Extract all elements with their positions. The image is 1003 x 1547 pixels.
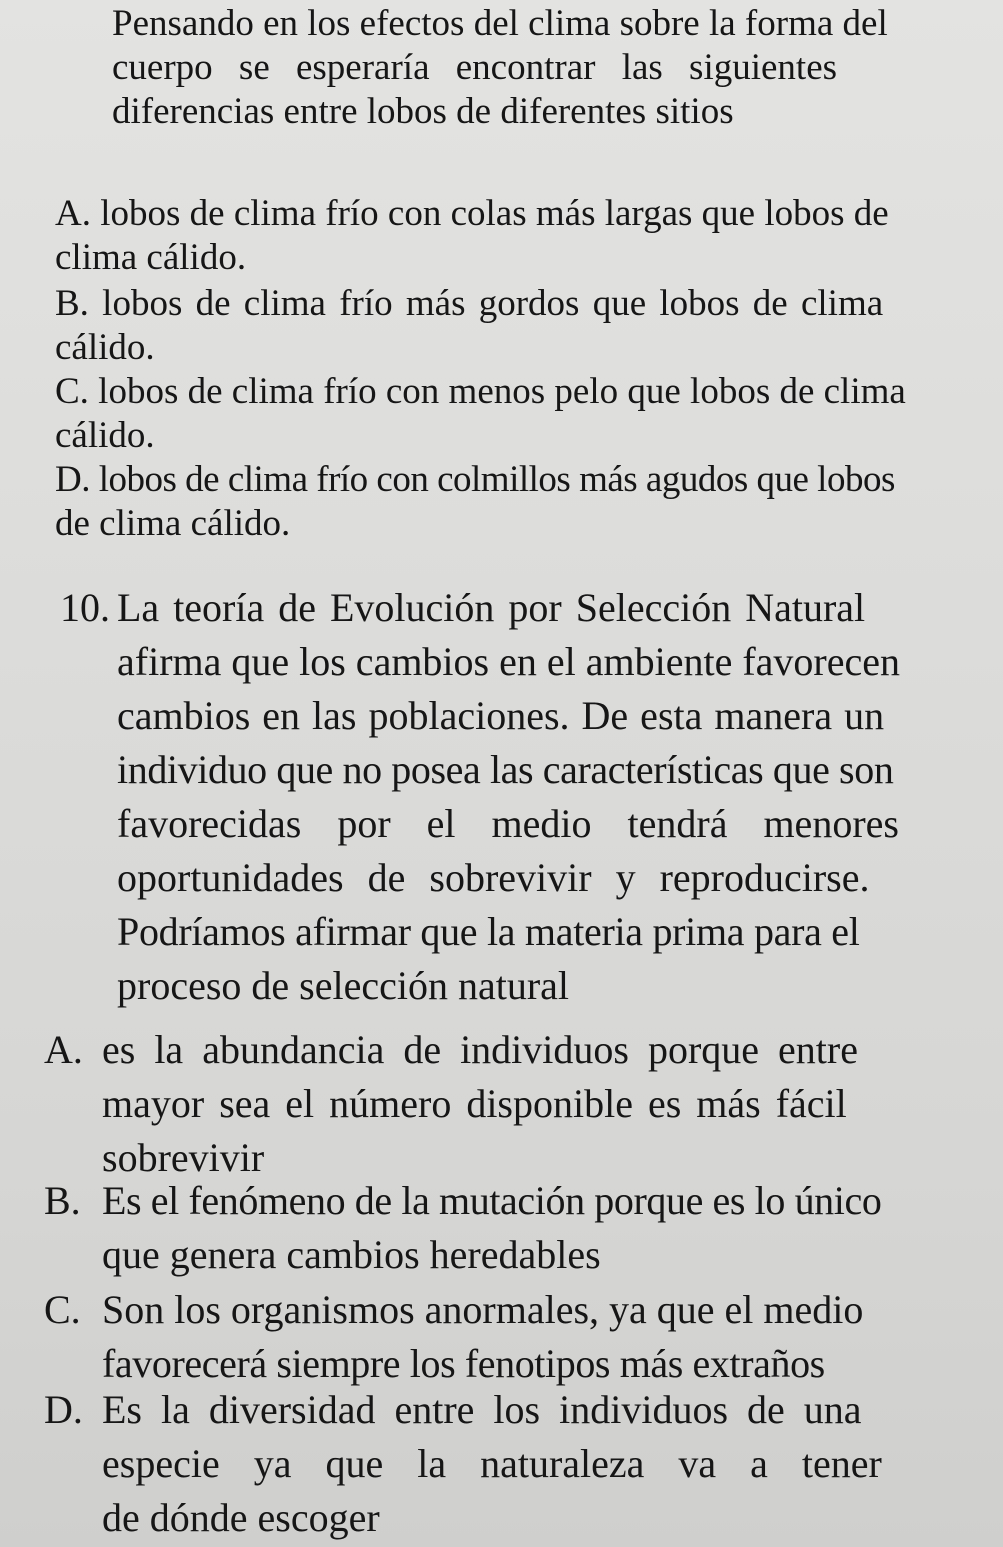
question-10-stem-line: La teoría de Evolución por Selección Natural — [117, 585, 866, 630]
question-9-stem-line: diferencias entre lobos de diferentes sitios — [112, 91, 734, 132]
option-letter: D. — [44, 1387, 83, 1432]
option-text-line: especie ya que la naturaleza va a tener — [102, 1441, 882, 1486]
option-text-line: Es la diversidad entre los individuos de una — [102, 1387, 862, 1432]
option-letter: C. — [44, 1287, 81, 1332]
option-text-line: mayor sea el número disponible es más fácil — [102, 1081, 847, 1126]
question-9-stem-line: Pensando en los efectos del clima sobre la forma del — [112, 3, 888, 44]
option-text-line: D. lobos de clima frío con colmillos más agudos que lobos — [55, 459, 895, 500]
question-10-stem-line: favorecidas por el medio tendrá menores — [117, 801, 899, 846]
option-text-line: favorecerá siempre los fenotipos más extraños — [102, 1341, 825, 1386]
question-10-stem-line: individuo que no posea las características que son — [117, 747, 894, 792]
option-letter: B. — [44, 1178, 81, 1223]
question-10-stem-line: afirma que los cambios en el ambiente favorecen — [117, 639, 900, 684]
question-10-stem-line: Podríamos afirmar que la materia prima para el — [117, 909, 860, 954]
question-9-stem-line: cuerpo se esperaría encontrar las siguientes — [112, 47, 838, 88]
option-text-line: clima cálido. — [55, 237, 247, 278]
option-text-line: Es el fenómeno de la mutación porque es lo único — [102, 1178, 882, 1223]
question-9-option-c[interactable] — [55, 370, 935, 458]
option-text-line: Son los organismos anormales, ya que el medio — [102, 1287, 864, 1332]
option-letter: A. — [44, 1027, 83, 1072]
option-text-line: cálido. — [55, 327, 155, 368]
question-10-stem-line: cambios en las poblaciones. De esta manera un — [117, 693, 885, 738]
option-text-line: que genera cambios heredables — [102, 1232, 601, 1277]
option-text-line: de dónde escoger — [102, 1495, 380, 1540]
question-9-stem — [112, 2, 938, 134]
option-text-line: es la abundancia de individuos porque entre — [102, 1027, 858, 1072]
option-text-line: C. lobos de clima frío con menos pelo que lobos de clima — [55, 371, 906, 412]
question-10-stem-line: oportunidades de sobrevivir y reproducirse. — [117, 855, 870, 900]
option-text-line: cálido. — [55, 415, 155, 456]
option-text-line: B. lobos de clima frío más gordos que lobos de clima — [55, 283, 884, 324]
option-text-line: de clima cálido. — [55, 503, 291, 544]
question-number: 10. — [60, 585, 110, 630]
question-9-option-b[interactable] — [55, 282, 935, 370]
question-9-option-d[interactable] — [55, 458, 935, 546]
question-9-option-a[interactable] — [55, 192, 935, 280]
question-10-stem-line: proceso de selección natural — [117, 963, 570, 1008]
option-text-line: sobrevivir — [102, 1135, 265, 1180]
option-text-line: A. lobos de clima frío con colas más largas que lobos de — [55, 193, 889, 234]
